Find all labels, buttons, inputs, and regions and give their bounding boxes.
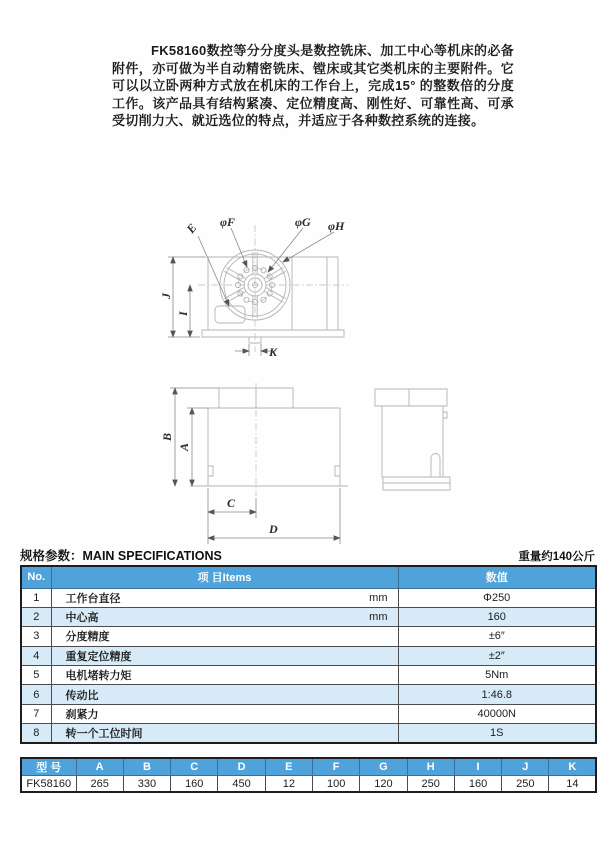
spec-row-number: 5 [21, 666, 51, 685]
dimension-value: 450 [218, 776, 265, 793]
dimension-value: 12 [265, 776, 312, 793]
dimension-header: 型 号 [21, 758, 76, 776]
spec-row [21, 666, 596, 685]
dim-label-K: K [269, 345, 278, 359]
spec-row [21, 704, 596, 723]
dimension-header: I [454, 758, 501, 776]
spec-row-number: 2 [21, 607, 51, 626]
spec-value: 40000N [398, 704, 596, 723]
spec-item-label: 工作台直径 [65, 592, 121, 605]
spec-value: 5Nm [398, 666, 596, 685]
spec-row [21, 588, 596, 607]
dimension-header: E [265, 758, 312, 776]
spec-row-number: 1 [21, 588, 51, 607]
spec-row-number: 7 [21, 704, 51, 723]
dimension-header: K [549, 758, 596, 776]
spec-item-cell [51, 685, 398, 704]
intro-paragraph: FK58160数控等分分度头是数控铣床、加工中心等机床的必备附件，亦可做为半自动精密铣床、镗床或其它类机床的主要附件。它可以以立卧两种方式放在机床的工作台上，完成15° 的整数倍的分度工作。该产品具有结构紧凑、定位精度高、刚性好、可靠性高、可承受切削力大、就近选位的特点，并适应于各种数控系统的连接。 [112, 43, 514, 128]
dim-label-C: C [227, 496, 236, 510]
weight-note: 重量约140公斤 [518, 551, 595, 563]
spec-item-label: 转一个工位时间 [65, 728, 143, 741]
spec-value: Φ250 [398, 588, 596, 607]
spec-item-label: 分度精度 [65, 631, 110, 644]
spec-item-label: 刹紧力 [65, 709, 99, 722]
spec-value: ±2″ [398, 646, 596, 665]
spec-row-number: 6 [21, 685, 51, 704]
spec-item-label: 中心高 [65, 612, 99, 625]
dimension-header: J [502, 758, 549, 776]
dimension-table-data-row [21, 776, 596, 793]
dimension-value: 250 [407, 776, 454, 793]
spec-row [21, 724, 596, 743]
dimension-header: F [312, 758, 359, 776]
dim-label-phiF: φF [220, 215, 236, 229]
dim-label-phiH: φH [328, 219, 345, 233]
spec-heading-en: MAIN SPECIFICATIONS [82, 549, 222, 563]
technical-drawing [140, 200, 500, 548]
spec-item-unit: mm [369, 611, 388, 624]
dimension-header: B [123, 758, 170, 776]
spec-row-number: 4 [21, 646, 51, 665]
front-view [159, 215, 348, 359]
spec-item-cell [51, 646, 398, 665]
dimension-table-header-row [21, 758, 596, 776]
dimension-value: 160 [171, 776, 218, 793]
dimension-header: A [76, 758, 123, 776]
spec-item-cell [51, 666, 398, 685]
spec-header-items: 项 目Items [51, 566, 398, 588]
dimension-header: D [218, 758, 265, 776]
spec-item-label: 传动比 [65, 689, 99, 702]
dimension-value: 100 [312, 776, 359, 793]
dim-label-phiG: φG [295, 215, 311, 229]
spec-item-cell [51, 704, 398, 723]
side-view [375, 389, 450, 490]
spec-item-label: 电机堵转力矩 [65, 670, 132, 683]
dim-label-B: B [160, 432, 174, 441]
spec-heading [20, 546, 595, 564]
dim-label-D: D [269, 522, 278, 536]
spec-header-no: No. [21, 566, 51, 588]
spec-value: 1:46.8 [398, 685, 596, 704]
spec-row-number: 3 [21, 627, 51, 646]
spec-table-header-row [21, 566, 596, 588]
spec-row [21, 607, 596, 626]
spec-row [21, 685, 596, 704]
dimension-value: 250 [502, 776, 549, 793]
dimension-value: 160 [454, 776, 501, 793]
dimension-value: 14 [549, 776, 596, 793]
dimension-header: G [360, 758, 407, 776]
spec-item-cell [51, 588, 398, 607]
spec-item-cell [51, 627, 398, 646]
dimension-value: 120 [360, 776, 407, 793]
spec-row-number: 8 [21, 724, 51, 743]
dimension-header: H [407, 758, 454, 776]
spec-table-body [21, 588, 596, 743]
dim-label-E: E [183, 220, 200, 236]
spec-header-value: 数值 [398, 566, 596, 588]
elevation-view [160, 383, 348, 544]
spec-value: 160 [398, 607, 596, 626]
dimension-value: 265 [76, 776, 123, 793]
spec-table [20, 565, 597, 744]
spec-heading-title [20, 546, 222, 564]
dimension-value: FK58160 [21, 776, 76, 793]
spec-item-cell [51, 607, 398, 626]
dim-label-A: A [177, 442, 191, 451]
spec-item-cell [51, 724, 398, 743]
spec-item-label: 重复定位精度 [65, 650, 132, 663]
dimension-table [20, 757, 597, 793]
dimension-header: C [171, 758, 218, 776]
spec-row [21, 627, 596, 646]
spec-value: ±6″ [398, 627, 596, 646]
spec-value: 1S [398, 724, 596, 743]
spec-item-unit: mm [369, 591, 388, 604]
spec-heading-zh: 规格参数： [20, 549, 83, 563]
dimension-value: 330 [123, 776, 170, 793]
dim-label-J: J [159, 293, 173, 299]
dim-label-I: I [176, 311, 190, 316]
spec-row [21, 646, 596, 665]
